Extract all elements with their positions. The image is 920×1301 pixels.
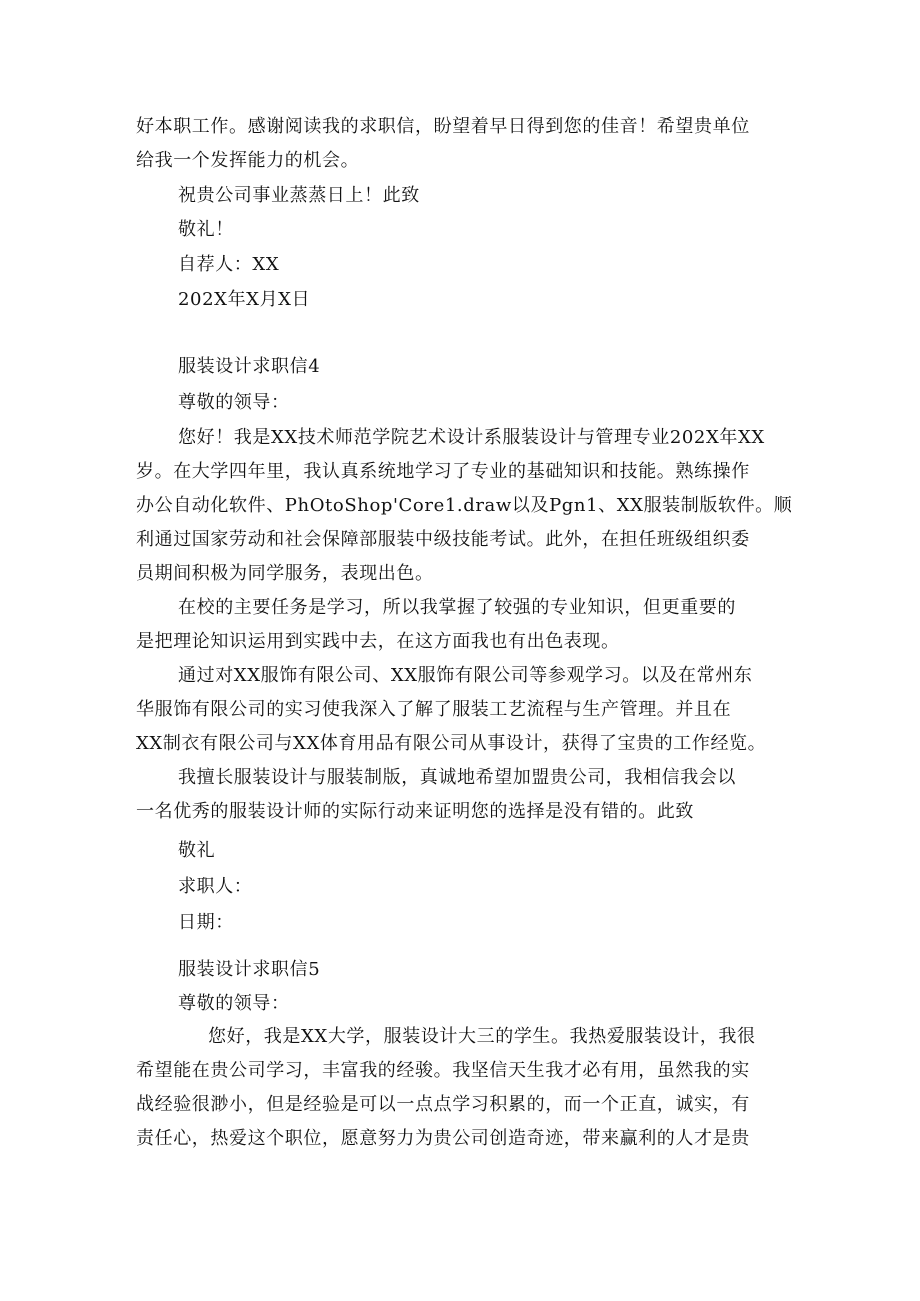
body-line: 您好，我是XX大学，服装设计大三的学生。我热爱服装设计，我很 [208,1026,756,1047]
closing-wish: 祝贵公司事业蒸蒸日上！此致 [178,185,420,206]
closing-salute: 敬礼 [178,840,216,861]
body-line: 战经验很渺小，但是经验是可以一点点学习积累的，而一个正直，诚实，有 [136,1094,750,1115]
body-line: 办公自动化软件、PhOtoShop'Core1.draw以及Pgn1、XX服装制版软件。顺 [136,495,793,516]
body-line: 希望能在贵公司学习，丰富我的经骏。我坚信天生我才必有用，虽然我的实 [136,1060,750,1081]
date-line: 202X年X月X日 [178,289,311,310]
greeting: 尊敬的领导： [178,392,290,413]
body-line: 员期间积极为同学服务，表现出色。 [136,563,434,584]
greeting: 尊敬的领导： [178,993,290,1014]
body-line: 我擅长服装设计与服装制版，真诚地希望加盟贵公司，我相信我会以 [178,767,736,788]
body-line: 华服饰有限公司的实习使我深入了解了服装工艺流程与生产管理。并且在 [136,699,732,720]
signature-line: 求职人： [178,876,253,897]
section-title: 服装设计求职信5 [178,959,321,980]
date-line: 日期： [178,912,234,933]
body-line: 责任心，热爱这个职位，愿意努力为贵公司创造奇迹，带来赢利的人才是贵 [136,1128,750,1149]
section-title: 服装设计求职信4 [178,356,321,377]
body-line: XX制衣有限公司与XX体育用品有限公司从事设计，获得了宝贵的工作经览。 [136,733,767,754]
body-line: 在校的主要任务是学习，所以我掌握了较强的专业知识，但更重要的 [178,597,736,618]
body-line: 岁。在大学四年里，我认真系统地学习了专业的基础知识和技能。熟练操作 [136,461,750,482]
body-line: 给我一个发挥能力的机会。 [136,150,360,171]
body-line: 是把理论知识运用到实践中去，在这方面我也有出色表现。 [136,631,620,652]
body-line: 您好！我是XX技术师范学院艺术设计系服装设计与管理专业202X年XX [178,427,765,448]
body-line: 一名优秀的服装设计师的实际行动来证明您的选择是没有错的。此致 [136,801,694,822]
body-line: 好本职工作。感谢阅读我的求职信，盼望着早日得到您的佳音！希望贵单位 [136,116,750,137]
body-line: 通过对XX服饰有限公司、XX服饰有限公司等参观学习。以及在常州东 [178,665,753,686]
closing-salute: 敬礼！ [178,219,234,240]
body-line: 利通过国家劳动和社会保障部服装中级技能考试。此外，在担任班级组织委 [136,529,750,550]
signature-line: 自荐人：XX [178,254,280,275]
